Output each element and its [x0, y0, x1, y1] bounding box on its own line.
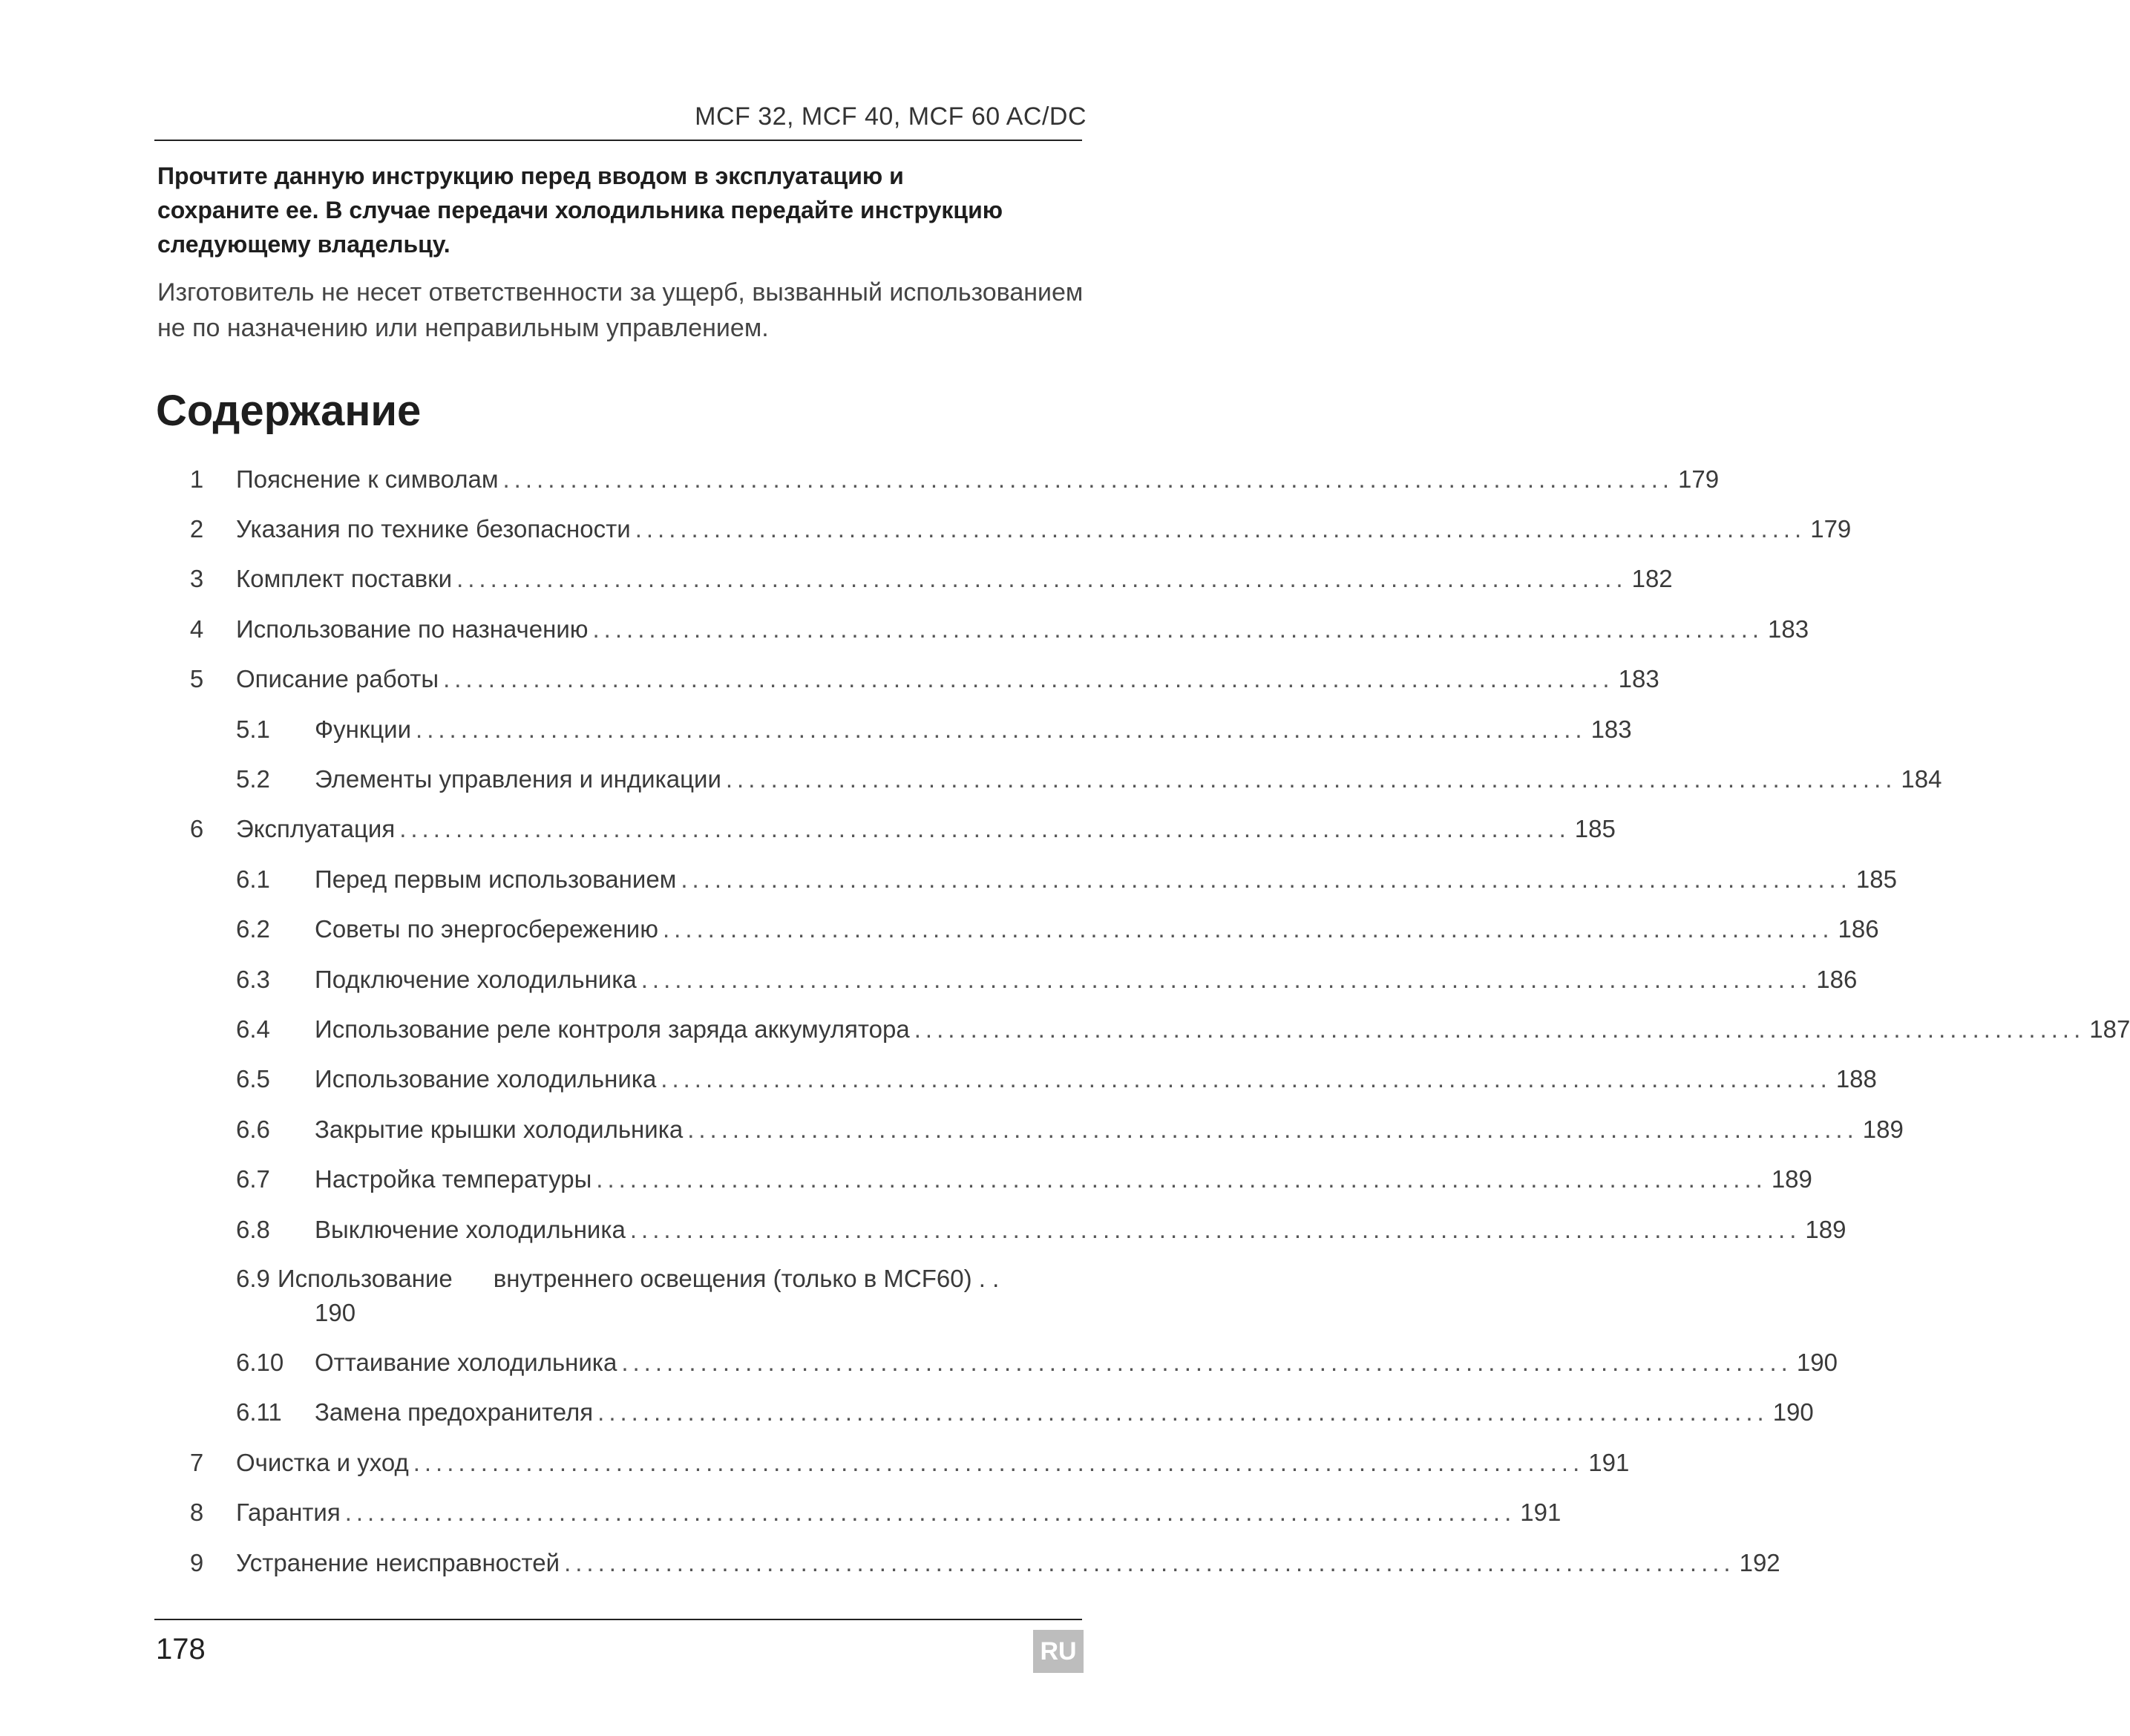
disclaimer-text: Изготовитель не несет ответственности за ущерб, вызванный использованием не по назначению или неправильным управлением. — [157, 278, 1084, 342]
toc-subentry[interactable] — [157, 704, 1632, 754]
toc-entry-page: 188 — [1835, 1065, 1877, 1093]
toc-entry-number: 4 — [189, 615, 204, 643]
toc-entry-label: Гарантия — [236, 1498, 341, 1527]
toc-subentry[interactable] — [157, 1254, 1082, 1337]
page-number: 178 — [156, 1633, 206, 1665]
toc-entry-number: 6.5 — [236, 1065, 270, 1093]
dot-leader: ........................................................................................................ — [399, 815, 1570, 843]
toc-subentry[interactable] — [157, 954, 1858, 1004]
toc-entry-page: 185 — [1574, 815, 1616, 843]
toc-entry-page: 179 — [1678, 465, 1720, 493]
dot-leader: ........................................................................................................ — [635, 515, 1806, 543]
toc-entry-number: 6.7 — [236, 1165, 270, 1193]
bold-notice: Прочтите данную инструкцию перед вводом в эксплуатацию и сохраните ее. В случае передачи холодильника передайте инструкцию следующему владельцу. — [157, 163, 1003, 258]
toc-entry-label: Указания по технике безопасности — [236, 515, 631, 543]
dot-leader: ........................................................................................................ — [443, 665, 1614, 693]
toc-entry-page: 189 — [1862, 1115, 1904, 1143]
toc-entry-label: Закрытие крышки холодильника — [315, 1115, 684, 1143]
dot-leader: ........................................................................................................ — [597, 1398, 1769, 1427]
toc-entry-page: 190 — [1772, 1398, 1814, 1427]
dot-leader: ........................................................................................................ — [596, 1165, 1767, 1193]
toc-entry-label: Пояснение к символам — [236, 465, 499, 493]
toc-entry-label: Комплект поставки — [236, 565, 453, 593]
toc-entry-page: 190 — [1796, 1348, 1838, 1376]
dot-leader: ........................................................................................................ — [416, 715, 1587, 743]
dot-leader: ........................................................................................................ — [662, 915, 1834, 943]
toc-entry-page: 191 — [1520, 1498, 1562, 1527]
dot-leader: ........................................................................................................ — [687, 1115, 1858, 1143]
toc-entry-page: 192 — [1739, 1548, 1780, 1576]
toc-entry-label: Очистка и уход — [236, 1448, 409, 1476]
toc-entry-page: 189 — [1771, 1165, 1812, 1193]
toc-entry-number: 8 — [189, 1498, 204, 1527]
toc-entry-number: 6 — [189, 815, 204, 843]
toc-title: Содержание — [156, 387, 422, 435]
toc-entry-label: Устранение неисправностей — [236, 1548, 560, 1576]
toc-entry-page: 179 — [1810, 515, 1852, 543]
toc-entry-label: Эксплуатация — [236, 815, 396, 843]
toc-entry-label: Использование холодильника — [315, 1065, 657, 1093]
toc-entry-label: Использование — [277, 1265, 453, 1293]
toc-subentry[interactable] — [157, 905, 1879, 954]
toc-entry-page: 183 — [1618, 665, 1659, 693]
toc-entry-page: 191 — [1588, 1448, 1630, 1476]
toc-entry-label: Использование реле контроля заряда аккумулятора — [315, 1015, 910, 1043]
toc-subentry[interactable] — [157, 854, 1897, 904]
header-rule — [154, 140, 1082, 141]
toc-entry-number: 6.9 — [236, 1265, 270, 1293]
toc-entry[interactable] — [157, 454, 1720, 504]
toc-entry-page: 185 — [1855, 865, 1897, 893]
toc-subentry[interactable] — [157, 1337, 1838, 1387]
toc-entry-page: 183 — [1590, 715, 1632, 743]
toc-entry[interactable] — [157, 1538, 1780, 1588]
toc-entry-page: 186 — [1816, 965, 1858, 993]
toc-entry-number: 1 — [189, 465, 204, 493]
toc-entry-label: Описание работы — [236, 665, 439, 693]
dot-leader: ........................................................................................................ — [456, 565, 1628, 593]
toc-entry-number: 6.8 — [236, 1215, 270, 1243]
table-of-contents — [157, 454, 2130, 1588]
dot-leader: ........................................................................................................ — [629, 1215, 1801, 1243]
dot-leader: ........................................................................................................ — [621, 1348, 1792, 1376]
dot-leader: ........................................................................................................ — [592, 615, 1764, 643]
toc-entry[interactable] — [157, 554, 1673, 604]
toc-entry-number: 6.11 — [236, 1398, 282, 1427]
toc-entry-page: 182 — [1631, 565, 1673, 593]
toc-entry-number: 7 — [189, 1448, 204, 1476]
toc-entry-label: Выключение холодильника — [315, 1215, 626, 1243]
footer-rule — [154, 1619, 1082, 1620]
running-header: MCF 32, MCF 40, MCF 60 AC/DC — [695, 102, 1087, 131]
toc-entry-page: 190 — [315, 1299, 356, 1327]
toc-entry-label: Функции — [315, 715, 412, 743]
dot-leader: ........................................................................................................ — [344, 1498, 1516, 1527]
toc-entry-label: Подключение холодильника — [315, 965, 637, 993]
toc-entry-number: 9 — [189, 1548, 204, 1576]
toc-entry-number: 6.6 — [236, 1115, 270, 1143]
toc-entry-label: Замена предохранителя — [315, 1398, 594, 1427]
toc-entry[interactable] — [157, 805, 1616, 854]
toc-entry-label: Элементы управления и индикации — [315, 765, 721, 793]
toc-entry-number: 5.1 — [236, 715, 270, 743]
language-badge: RU — [1033, 1630, 1084, 1673]
toc-entry-number: 2 — [189, 515, 204, 543]
toc-entry-label-continued: внутреннего освещения (только в MCF60) . . — [493, 1265, 1000, 1293]
toc-entry-page: 187 — [2089, 1015, 2130, 1043]
dot-leader: ........................................................................................................ — [914, 1015, 2085, 1043]
toc-entry-page: 189 — [1805, 1215, 1846, 1243]
toc-entry-number: 6.1 — [236, 865, 270, 893]
toc-entry-label: Советы по энергосбережению — [315, 915, 658, 943]
toc-entry-page: 183 — [1768, 615, 1809, 643]
toc-entry-page: 184 — [1901, 765, 1942, 793]
toc-subentry[interactable] — [157, 1104, 1904, 1154]
toc-entry-number: 5 — [189, 665, 204, 693]
toc-entry[interactable] — [157, 604, 1809, 654]
toc-entry-number: 5.2 — [236, 765, 270, 793]
dot-leader: ........................................................................................................ — [564, 1548, 1735, 1576]
toc-subentry[interactable] — [157, 1205, 1846, 1254]
toc-subentry[interactable] — [157, 1055, 1877, 1104]
toc-entry[interactable] — [157, 504, 1852, 554]
toc-subentry[interactable] — [157, 1388, 1814, 1438]
toc-entry-label: Настройка температуры — [315, 1165, 592, 1193]
toc-subentry[interactable] — [157, 1004, 2130, 1054]
toc-entry-label: Оттаивание холодильника — [315, 1348, 617, 1376]
toc-subentry[interactable] — [157, 1154, 1812, 1204]
toc-entry[interactable] — [157, 1487, 1562, 1537]
dot-leader: ........................................................................................................ — [725, 765, 1897, 793]
toc-entry-page: 186 — [1838, 915, 1879, 943]
toc-entry-number: 3 — [189, 565, 204, 593]
dot-leader: ........................................................................................................ — [640, 965, 1812, 993]
toc-entry[interactable] — [157, 1438, 1630, 1487]
toc-entry[interactable] — [157, 655, 1659, 704]
toc-entry-number: 6.4 — [236, 1015, 270, 1043]
toc-entry-number: 6.2 — [236, 915, 270, 943]
toc-entry-label: Использование по назначению — [236, 615, 589, 643]
dot-leader: ........................................................................................................ — [661, 1065, 1832, 1093]
toc-entry-number: 6.10 — [236, 1348, 284, 1376]
toc-entry-number: 6.3 — [236, 965, 270, 993]
toc-subentry[interactable] — [157, 754, 1942, 804]
dot-leader: ........................................................................................................ — [413, 1448, 1585, 1476]
toc-entry-label: Перед первым использованием — [315, 865, 677, 893]
dot-leader: ........................................................................................................ — [502, 465, 1674, 493]
dot-leader: ........................................................................................................ — [681, 865, 1852, 893]
